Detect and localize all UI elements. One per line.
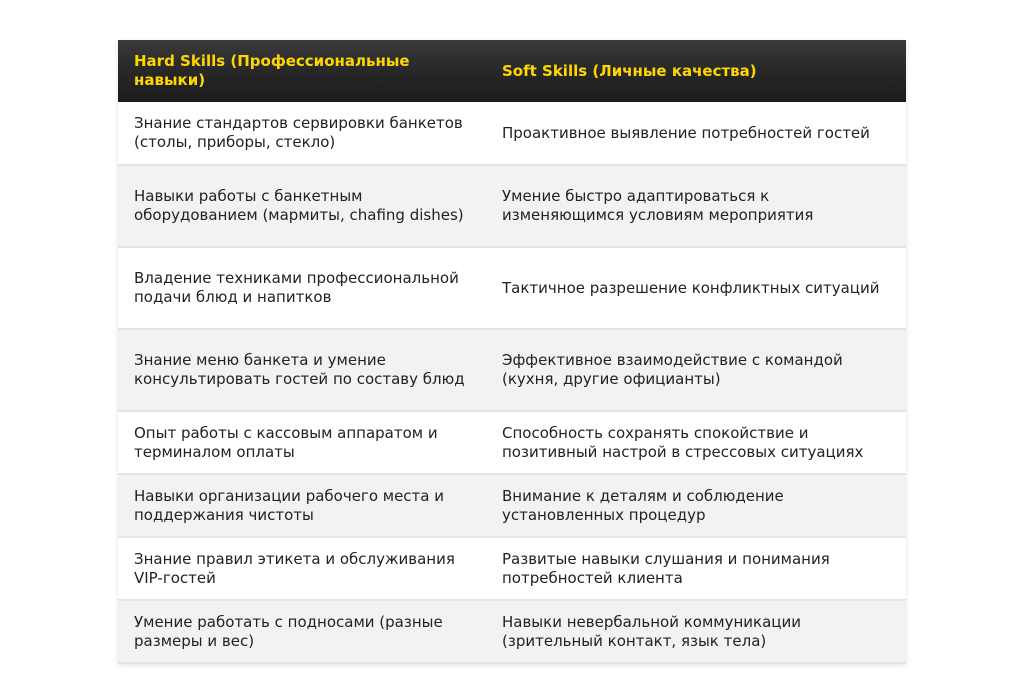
- soft-skill-cell: Тактичное разрешение конфликтных ситуаций: [486, 247, 906, 329]
- soft-skill-cell: Навыки невербальной коммуникации (зрительный контакт, язык тела): [486, 600, 906, 663]
- hard-skill-cell: Знание правил этикета и обслуживания VIP-гостей: [118, 537, 486, 600]
- table-row: [118, 474, 906, 537]
- soft-skill-cell: Внимание к деталям и соблюдение установленных процедур: [486, 474, 906, 537]
- header-row: [118, 40, 906, 102]
- table-row: [118, 329, 906, 411]
- soft-skill-cell: Умение быстро адаптироваться к изменяющимся условиям мероприятия: [486, 165, 906, 247]
- hard-skill-cell: Умение работать с подносами (разные размеры и вес): [118, 600, 486, 663]
- table-body: [118, 102, 906, 663]
- header-hard-skills: Hard Skills (Профессиональные навыки): [118, 40, 486, 102]
- hard-skill-cell: Навыки работы с банкетным оборудованием (мармиты, chafing dishes): [118, 165, 486, 247]
- table-row: [118, 600, 906, 663]
- soft-skill-cell: Эффективное взаимодействие с командой (кухня, другие официанты): [486, 329, 906, 411]
- table-row: [118, 102, 906, 165]
- hard-skill-cell: Знание меню банкета и умение консультировать гостей по составу блюд: [118, 329, 486, 411]
- hard-skill-cell: Владение техниками профессиональной подачи блюд и напитков: [118, 247, 486, 329]
- table-row: [118, 247, 906, 329]
- skills-table-container: [118, 40, 906, 664]
- soft-skill-cell: Проактивное выявление потребностей гостей: [486, 102, 906, 165]
- table-row: [118, 411, 906, 474]
- hard-skill-cell: Опыт работы с кассовым аппаратом и терминалом оплаты: [118, 411, 486, 474]
- hard-skill-cell: Знание стандартов сервировки банкетов (столы, приборы, стекло): [118, 102, 486, 165]
- skills-table: [118, 40, 906, 664]
- soft-skill-cell: Развитые навыки слушания и понимания потребностей клиента: [486, 537, 906, 600]
- table-header: [118, 40, 906, 102]
- soft-skill-cell: Способность сохранять спокойствие и позитивный настрой в стрессовых ситуациях: [486, 411, 906, 474]
- table-row: [118, 165, 906, 247]
- header-soft-skills: Soft Skills (Личные качества): [486, 40, 906, 102]
- hard-skill-cell: Навыки организации рабочего места и поддержания чистоты: [118, 474, 486, 537]
- table-row: [118, 537, 906, 600]
